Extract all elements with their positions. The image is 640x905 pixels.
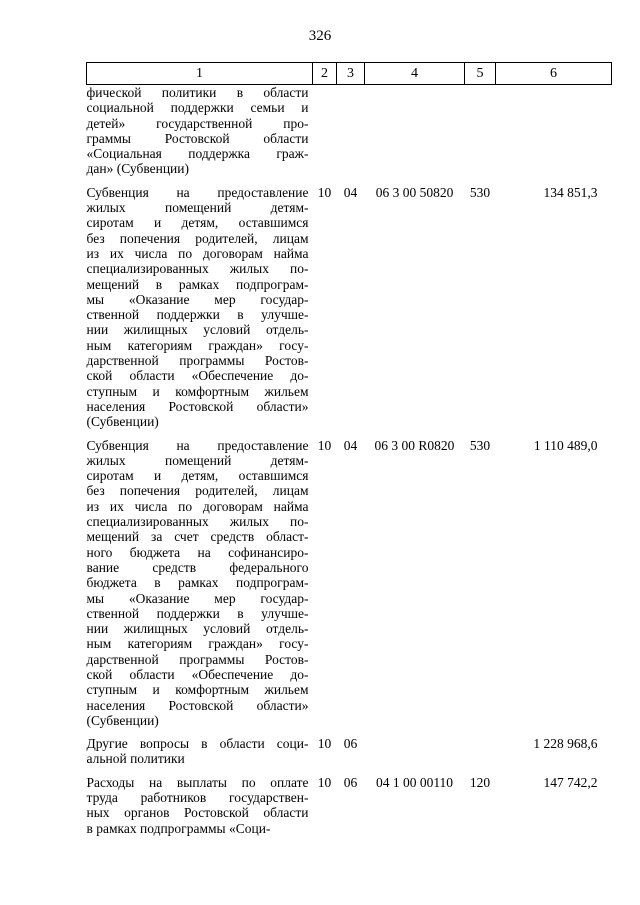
amount: 134 851,3 [543,184,598,200]
table-header-row [87,63,612,85]
amount: 1 110 489,0 [533,437,598,453]
description-line: жилых помещений детям- [86,200,309,216]
description-line: альной политики [86,751,185,767]
description-line: мы «Оказание мер государ- [86,291,309,307]
section-code: 10 [317,774,332,790]
description-line: (Субвенции) [86,712,159,728]
description-line: ственной поддержки в улучше- [86,605,309,621]
description-line: в рамках подпрограммы «Соци- [86,820,271,836]
description-line: ным категориям граждан» госу- [86,337,309,353]
description-line: специализированных жилых по- [86,514,309,530]
row-description [87,438,313,737]
table-row [87,775,612,844]
description-line: фической политики в области [86,85,309,100]
description-line: Расходы на выплаты по оплате [86,774,309,790]
description-line: Субвенция на предоставление [86,184,309,200]
section-code: 10 [317,736,332,752]
description-line: из их числа по договорам найма [86,498,309,514]
description-line: нии жилищных условий отдель- [86,621,309,637]
amount: 1 228 968,6 [533,736,598,752]
description-line: специализированных жилых по- [86,261,309,277]
description-line: Другие вопросы в области соци- [86,736,309,752]
description-line: мы «Оказание мер государ- [86,590,309,606]
row-description [87,736,313,775]
section-code: 10 [317,184,332,200]
description-line: «Социальная поддержка граж- [86,146,309,162]
description-line: сиротам и детям, оставшимся [86,215,309,231]
description-line: ступным и комфортным жильем [86,682,309,698]
description-line: ственной поддержки в улучше- [86,307,309,323]
target-article-code: 06 3 00 50820 [375,184,454,200]
description-line: дан» (Субвенции) [86,161,189,177]
description-line: сиротам и детям, оставшимся [86,468,309,484]
subsection-code: 04 [343,184,358,200]
description-line: вание средств федерального [86,559,309,575]
row-description [87,85,313,185]
table-row [87,736,612,775]
subsection-code: 06 [343,774,358,790]
subsection-code [337,85,365,185]
expense-type-code [465,85,496,185]
column-header-5: 5 [465,63,496,85]
expense-type-code: 530 [469,437,491,453]
description-line: мещений в рамках подпрограм- [86,276,309,292]
description-line: населения Ростовской области» [86,697,309,713]
page-number: 326 [308,28,332,44]
expense-type-code [465,736,496,775]
table-body [87,85,612,844]
expense-type-code: 120 [469,774,491,790]
description-line: ской области «Обеспечение до- [86,666,309,682]
row-description [87,185,313,438]
description-line: без попечения родителей, лицам [86,230,309,246]
column-header-1: 1 [87,63,313,85]
description-line: ного бюджета на софинансиро- [86,544,309,560]
column-header-3: 3 [337,63,365,85]
description-line: населения Ростовской области» [86,398,309,414]
description-line: без попечения родителей, лицам [86,483,309,499]
description-line: ных органов Ростовской области [86,805,309,821]
target-article-code [365,85,465,185]
expense-type-code: 530 [469,184,491,200]
description-line: жилых помещений детям- [86,452,309,468]
table-row [87,85,612,185]
description-line: мещений за счет средств област- [86,529,309,545]
description-line: труда работников государствен- [86,790,309,806]
description-line: Субвенция на предоставление [86,437,309,453]
description-line: из их числа по договорам найма [86,245,309,261]
section-code [313,85,337,185]
description-line: дарственной программы Ростов- [86,651,309,667]
amount: 147 742,2 [543,774,598,790]
table-row [87,185,612,438]
target-article-code: 06 3 00 R0820 [374,437,455,453]
section-code: 10 [317,437,332,453]
subsection-code: 06 [343,736,358,752]
subsection-code: 04 [343,437,358,453]
description-line: детей» государственной про- [86,115,309,131]
amount [496,85,612,185]
description-line: бюджета в рамках подпрограм- [86,575,309,591]
column-header-6: 6 [496,63,612,85]
description-line: социальной поддержки семьи и [86,100,309,116]
description-line: ской области «Обеспечение до- [86,368,309,384]
column-header-2: 2 [313,63,337,85]
description-line: ным категориям граждан» госу- [86,636,309,652]
target-article-code: 04 1 00 00110 [375,774,454,790]
target-article-code [365,736,465,775]
description-line: граммы Ростовской области [86,130,309,146]
description-line: нии жилищных условий отдель- [86,322,309,338]
description-line: (Субвенции) [86,414,159,430]
description-line: дарственной программы Ростов- [86,353,309,369]
table-row [87,438,612,737]
column-header-4: 4 [365,63,465,85]
row-description [87,775,313,844]
budget-table [86,62,612,844]
description-line: ступным и комфортным жильем [86,383,309,399]
